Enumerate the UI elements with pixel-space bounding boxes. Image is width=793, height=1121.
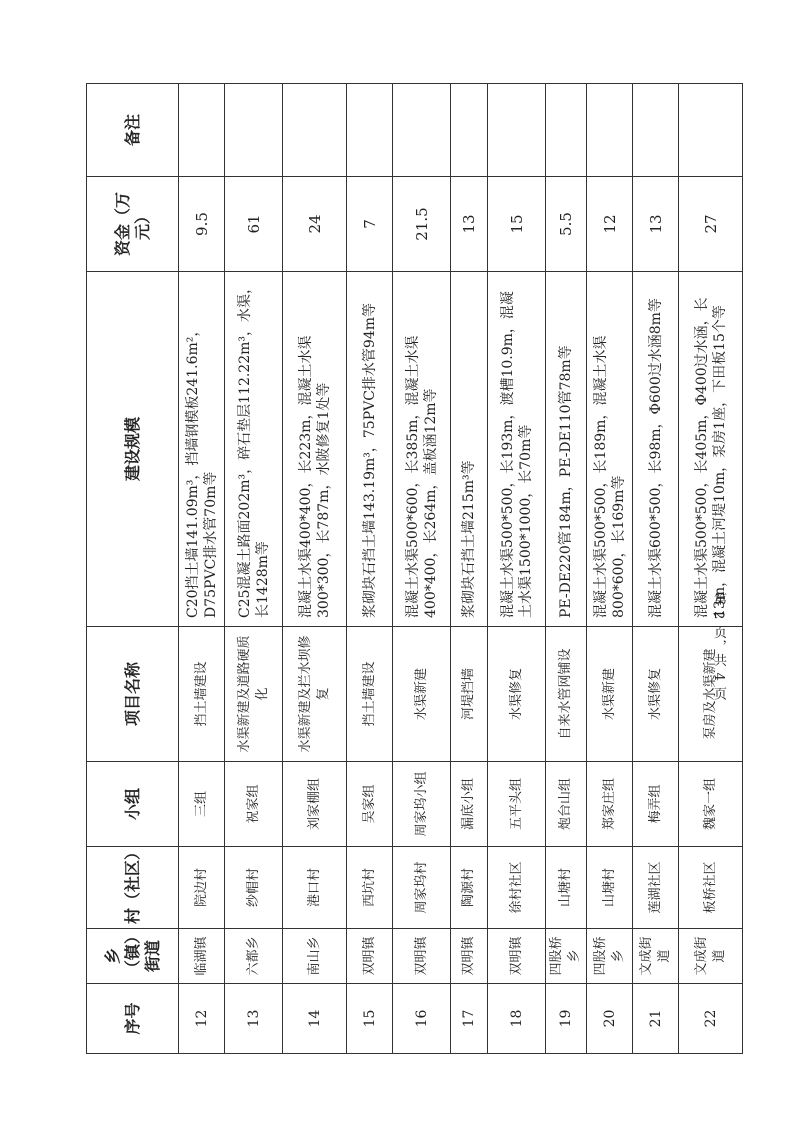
cell-note [347,84,393,177]
cell-fund: 61 [225,177,283,272]
cell-village: 板桥社区 [679,847,743,929]
cell-project: 水渠新建及拦水坝修复 [283,627,347,762]
table-row [488,84,546,1054]
cell-group: 魏家一组 [679,762,743,847]
cell-scale: 混凝土水渠500*500，长189m，混凝土水渠800*600，长169m等 [587,272,633,627]
header-note: 备注 [87,84,179,177]
cell-project: 水渠新建 [393,627,451,762]
header-village: 村（社区） [87,847,179,929]
cell-group: 吴家组 [347,762,393,847]
cell-scale: 混凝土水渠600*500，长98m，Φ600过水涵8m等 [633,272,679,627]
table-row [225,84,283,1054]
cell-town: 双明镇 [488,929,546,984]
page-footer: 第 2 页，共 4 页 [711,592,726,702]
cell-seq: 12 [179,984,225,1054]
cell-fund: 9.5 [179,177,225,272]
cell-scale: 混凝土水渠500*500，长405m，Φ400过水涵，长13m，混凝土河堤10m，泵房1座，下田板15个等 [679,272,743,627]
cell-note [633,84,679,177]
cell-fund: 7 [347,177,393,272]
header-town: 乡（镇）街道 [87,929,179,984]
cell-group: 梅弄组 [633,762,679,847]
cell-project: 泵房及水渠新建 [679,627,743,762]
cell-scale: 混凝土水渠400*400，长223m，混凝土水渠300*300，长787m，水陂修复1处等 [283,272,347,627]
cell-note [393,84,451,177]
cell-village: 莲湖社区 [633,847,679,929]
cell-scale: 混凝土水渠500*500，长193m，渡槽10.9m，混凝土水渠1500*1000，长70m等 [488,272,546,627]
cell-note [546,84,587,177]
cell-fund: 5.5 [546,177,587,272]
cell-seq: 21 [633,984,679,1054]
cell-group: 炮台山组 [546,762,587,847]
cell-seq: 17 [451,984,488,1054]
cell-village: 山塘村 [587,847,633,929]
cell-village: 周家坞村 [393,847,451,929]
cell-fund: 21.5 [393,177,451,272]
cell-group: 五平头组 [488,762,546,847]
cell-town: 临湖镇 [179,929,225,984]
cell-town: 双明镇 [451,929,488,984]
cell-project: 挡土墙建设 [179,627,225,762]
cell-note [225,84,283,177]
cell-scale: C25混凝土路面202m³，碎石垫层112.22m³，水渠，长1428m等 [225,272,283,627]
cell-village: 西坑村 [347,847,393,929]
header-group: 小组 [87,762,179,847]
header-row [87,84,179,1054]
cell-town: 四股桥乡 [546,929,587,984]
cell-fund: 13 [633,177,679,272]
cell-note [283,84,347,177]
cell-group: 漏底小组 [451,762,488,847]
table-row [546,84,587,1054]
cell-group: 郑家庄组 [587,762,633,847]
table-row [347,84,393,1054]
table-row [451,84,488,1054]
cell-project: 水渠新建及道路硬质化 [225,627,283,762]
cell-seq: 19 [546,984,587,1054]
cell-village: 院边村 [179,847,225,929]
cell-note [587,84,633,177]
cell-scale: 混凝土水渠500*600，长385m，混凝土水渠400*400，长264m，盖板涵12m等 [393,272,451,627]
cell-note [679,84,743,177]
cell-fund: 27 [679,177,743,272]
cell-project: 水渠修复 [488,627,546,762]
project-table [86,83,743,1054]
table-row [633,84,679,1054]
table-row [587,84,633,1054]
cell-town: 文成街道 [679,929,743,984]
table-body [179,84,743,1054]
cell-village: 徐村社区 [488,847,546,929]
header-fund: 资金（万元） [87,177,179,272]
cell-project: 水渠新建 [587,627,633,762]
cell-seq: 22 [679,984,743,1054]
cell-seq: 16 [393,984,451,1054]
cell-group: 刘家棚组 [283,762,347,847]
cell-scale: 浆砌块石挡土墙143.19m³，75PVC排水管94m等 [347,272,393,627]
cell-fund: 13 [451,177,488,272]
cell-scale: 浆砌块石挡土墙215m³等 [451,272,488,627]
cell-group: 三组 [179,762,225,847]
cell-village: 山塘村 [546,847,587,929]
cell-village: 港口村 [283,847,347,929]
cell-group: 祝家组 [225,762,283,847]
rotated-page [86,84,736,1054]
cell-project: 水渠修复 [633,627,679,762]
cell-project: 挡土墙建设 [347,627,393,762]
cell-group: 周家坞小组 [393,762,451,847]
header-scale: 建设规模 [87,272,179,627]
cell-village: 陶源村 [451,847,488,929]
cell-village: 纱帽村 [225,847,283,929]
cell-town: 四股桥乡 [587,929,633,984]
cell-scale: C20挡土墙141.09m³，挡墙钢模板241.6m²，D75PVC排水管70m等 [179,272,225,627]
cell-town: 南山乡 [283,929,347,984]
cell-fund: 15 [488,177,546,272]
cell-town: 双明镇 [347,929,393,984]
cell-town: 文成街道 [633,929,679,984]
header-project: 项目名称 [87,627,179,762]
cell-fund: 12 [587,177,633,272]
table-row [679,84,743,1054]
cell-seq: 18 [488,984,546,1054]
table-row [179,84,225,1054]
cell-seq: 15 [347,984,393,1054]
cell-note [451,84,488,177]
cell-note [179,84,225,177]
table-row [393,84,451,1054]
cell-project: 自来水管网铺设 [546,627,587,762]
cell-seq: 13 [225,984,283,1054]
cell-project: 河堤挡墙 [451,627,488,762]
cell-town: 六都乡 [225,929,283,984]
cell-town: 双明镇 [393,929,451,984]
cell-fund: 24 [283,177,347,272]
cell-note [488,84,546,177]
cell-seq: 14 [283,984,347,1054]
header-seq: 序号 [87,984,179,1054]
table-row [283,84,347,1054]
cell-scale: PE-DE220管184m，PE-DE110管78m等 [546,272,587,627]
cell-seq: 20 [587,984,633,1054]
